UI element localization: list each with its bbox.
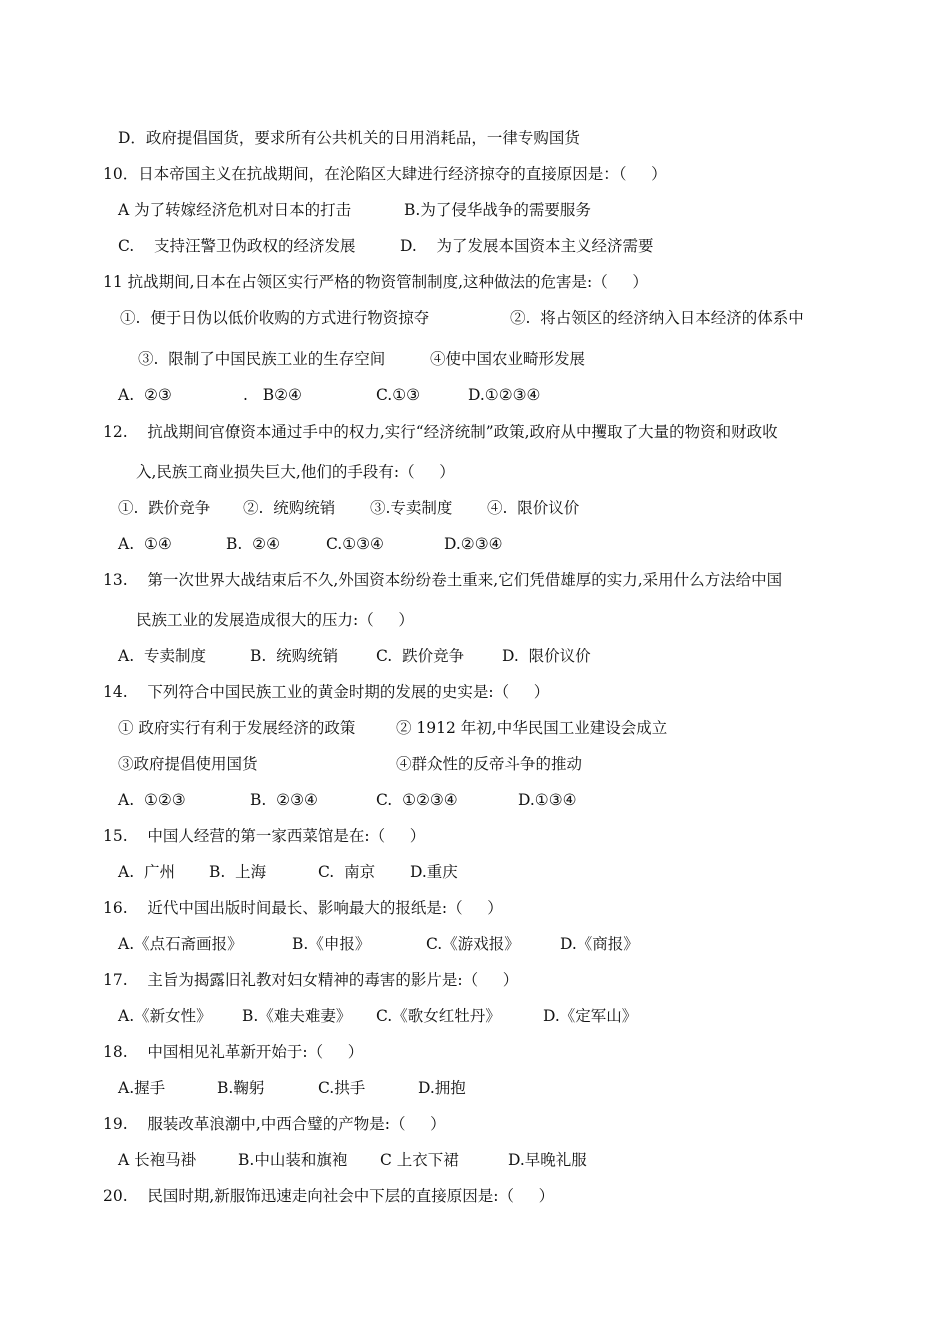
q14-item-3: ③政府提倡使用国货: [118, 755, 258, 773]
q14-item-4: ④群众性的反帝斗争的推动: [396, 755, 583, 773]
q11-item-2: ②. 将占领区的经济纳入日本经济的体系中: [510, 309, 804, 327]
q19-option-b: B.中山装和旗袍: [238, 1151, 348, 1169]
q12-item-3: ③.专卖制度: [370, 499, 453, 517]
question-15: 15. 中国人经营的第一家西菜馆是在:（ ）: [103, 827, 426, 845]
q12-option-b: B. ②④: [226, 535, 280, 553]
q12-option-c: C.①③④: [326, 535, 384, 553]
q13-option-a: A. 专卖制度: [118, 647, 206, 665]
q16-option-c: C.《游戏报》: [426, 935, 520, 953]
q18-option-d: D.拥抱: [418, 1079, 466, 1097]
q18-option-a: A.握手: [118, 1079, 166, 1097]
q11-item-4: ④使中国农业畸形发展: [430, 350, 586, 368]
q19-option-a: A 长袍马褂: [118, 1151, 197, 1169]
q18-option-b: B.鞠躬: [217, 1079, 265, 1097]
q15-option-d: D.重庆: [410, 863, 458, 881]
q12-item-2: ②. 统购统销: [243, 499, 336, 517]
q10-option-b: B.为了侵华战争的需要服务: [404, 201, 591, 219]
q13-option-d: D. 限价议价: [502, 647, 591, 665]
question-12-cont: 入,民族工商业损失巨大,他们的手段有:（ ）: [136, 463, 455, 481]
q18-option-c: C.拱手: [318, 1079, 366, 1097]
q10-option-c: C. 支持汪警卫伪政权的经济发展: [118, 237, 356, 255]
q15-option-b: B. 上海: [209, 863, 267, 881]
question-12: 12. 抗战期间官僚资本通过手中的权力,实行“经济统制”政策,政府从中攫取了大量的物资和财政收: [103, 423, 778, 441]
q10-option-d: D. 为了发展本国资本主义经济需要: [400, 237, 654, 255]
question-18: 18. 中国相见礼革新开始于:（ ）: [103, 1043, 364, 1061]
q14-option-b: B. ②③④: [250, 791, 318, 809]
q11-option-c: C.①③: [376, 386, 421, 404]
q17-option-b: B.《难夫难妻》: [242, 1007, 352, 1025]
q12-option-a: A. ①④: [118, 535, 172, 553]
q11-option-d: D.①②③④: [468, 386, 541, 404]
q17-option-d: D.《定军山》: [543, 1007, 638, 1025]
q16-option-b: B.《申报》: [292, 935, 371, 953]
q14-item-2: ② 1912 年初,中华民国工业建设会成立: [396, 719, 668, 737]
q11-option-a: A. ②③: [118, 386, 172, 404]
q19-option-d: D.早晚礼服: [508, 1151, 587, 1169]
q19-option-c: C 上衣下裙: [380, 1151, 459, 1169]
q15-option-c: C. 南京: [318, 863, 376, 881]
q11-item-3: ③. 限制了中国民族工业的生存空间: [138, 350, 386, 368]
question-17: 17. 主旨为揭露旧礼教对妇女精神的毒害的影片是:（ ）: [103, 971, 519, 989]
q14-item-1: ① 政府实行有利于发展经济的政策: [118, 719, 356, 737]
question-13-cont: 民族工业的发展造成很大的压力:（ ）: [136, 611, 414, 629]
q12-item-4: ④. 限价议价: [487, 499, 580, 517]
q13-option-b: B. 统购统销: [250, 647, 339, 665]
q10-option-a: A 为了转嫁经济危机对日本的打击: [118, 201, 352, 219]
q11-option-b: . B②④: [243, 386, 302, 404]
question-13: 13. 第一次世界大战结束后不久,外国资本纷纷卷土重来,它们凭借雄厚的实力,采用什么方法给中国: [103, 571, 783, 589]
q15-option-a: A. 广州: [118, 863, 175, 881]
q14-option-d: D.①③④: [518, 791, 577, 809]
question-10: 10．日本帝国主义在抗战期间，在沦陷区大肆进行经济掠夺的直接原因是：（ ）: [103, 165, 667, 183]
q16-option-d: D.《商报》: [560, 935, 639, 953]
question-14: 14. 下列符合中国民族工业的黄金时期的发展的史实是:（ ）: [103, 683, 550, 701]
question-11: 11 抗战期间,日本在占领区实行严格的物资管制制度,这种做法的危害是:（ ）: [103, 273, 648, 291]
q16-option-a: A.《点石斋画报》: [118, 935, 243, 953]
q13-option-c: C. 跌价竞争: [376, 647, 465, 665]
question-16: 16. 近代中国出版时间最长、影响最大的报纸是:（ ）: [103, 899, 503, 917]
q17-option-a: A.《新女性》: [118, 1007, 212, 1025]
q11-item-1: ①. 便于日伪以低价收购的方式进行物资掠夺: [120, 309, 430, 327]
question-20: 20. 民国时期,新服饰迅速走向社会中下层的直接原因是:（ ）: [103, 1187, 555, 1205]
q14-option-a: A. ①②③: [118, 791, 186, 809]
question-19: 19. 服装改革浪潮中,中西合璧的产物是:（ ）: [103, 1115, 446, 1133]
q12-item-1: ①. 跌价竞争: [118, 499, 211, 517]
q17-option-c: C.《歌女红牡丹》: [376, 1007, 501, 1025]
q14-option-c: C. ①②③④: [376, 791, 458, 809]
q9-option-d: D．政府提倡国货，要求所有公共机关的日用消耗品，一律专购国货: [118, 129, 580, 147]
q12-option-d: D.②③④: [444, 535, 503, 553]
